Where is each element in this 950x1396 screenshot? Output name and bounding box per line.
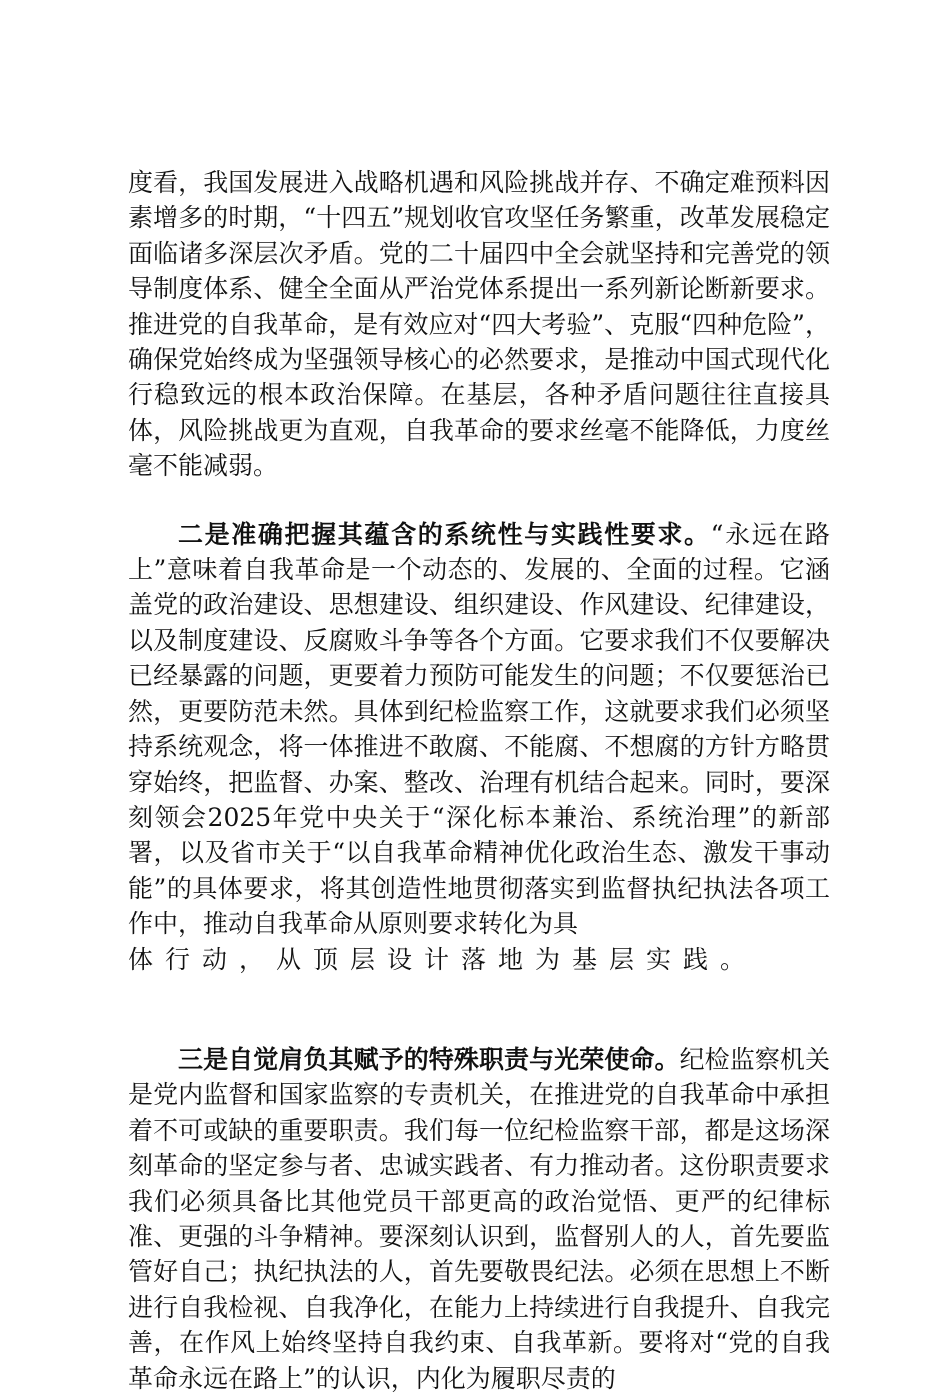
paragraph-2-heading: 二是准确把握其蕴含的系统性与实践性要求。 — [178, 519, 711, 549]
paragraph-3-body: 纪检监察机关是党内监督和国家监察的专责机关，在推进党的自我革命中承担着不可或缺的重要职责。我们每一位纪检监察干部，都是这场深刻革命的坚定参与者、忠诚实践者、有力推动者。这份职责要求我们必须具备比其他党员干部更高的政治觉悟、更严的纪律标准、更强的斗争精神。要深刻认识到，监督别人的人，首先要监管好自己；执纪执法的人，首先要敬畏纪法。必须在思想上不断进行自我检视、自我净化，在能力上持续进行自我提升、自我完善，在作风上始终坚持自我约束、自我革新。要将对“党的自我革命永远在路上”的认识，内化为履职尽责的 — [128, 1044, 830, 1393]
paragraph-2 — [128, 517, 830, 977]
paragraph-1: 度看，我国发展进入战略机遇和风险挑战并存、不确定难预料因素增多的时期，“十四五”规划收官攻坚任务繁重，改革发展稳定面临诸多深层次矛盾。党的二十届四中全会就坚持和完善党的领导制度体系、健全全面从严治党体系提出一系列新论断新要求。推进党的自我革命，是有效应对“四大考验”、克服“四种危险”，确保党始终成为坚强领导核心的必然要求，是推动中国式现代化行稳致远的根本政治保障。在基层，各种矛盾问题往往直接具体，风险挑战更为直观，自我革命的要求丝毫不能降低，力度丝毫不能减弱。 — [128, 168, 830, 481]
paragraph-2-last-line: 体行动，从顶层设计落地为基层实践。 — [128, 944, 758, 974]
document-page — [128, 165, 830, 1396]
paragraph-2-body: “永远在路上”意味着自我革命是一个动态的、发展的、全面的过程。它涵盖党的政治建设、思想建设、组织建设、作风建设、纪律建设，以及制度建设、反腐败斗争等各个方面。它要求我们不仅要解决已经暴露的问题，更要着力预防可能发生的问题；不仅要惩治已然，更要防范未然。具体到纪检监察工作，这就要求我们必须坚持系统观念，将一体推进不敢腐、不能腐、不想腐的方针方略贯穿始终，把监督、办案、整改、治理有机结合起来。同时，要深刻领会2025年党中央关于“深化标本兼治、系统治理”的新部署，以及省市关于“以自我革命精神优化政治生态、激发干事动能”的具体要求，将其创造性地贯彻落实到监督执纪执法各项工作中，推动自我革命从原则要求转化为具 — [128, 519, 830, 939]
paragraph-3-heading: 三是自觉肩负其赋予的特殊职责与光荣使命。 — [178, 1044, 680, 1074]
paragraph-3 — [128, 1042, 830, 1396]
